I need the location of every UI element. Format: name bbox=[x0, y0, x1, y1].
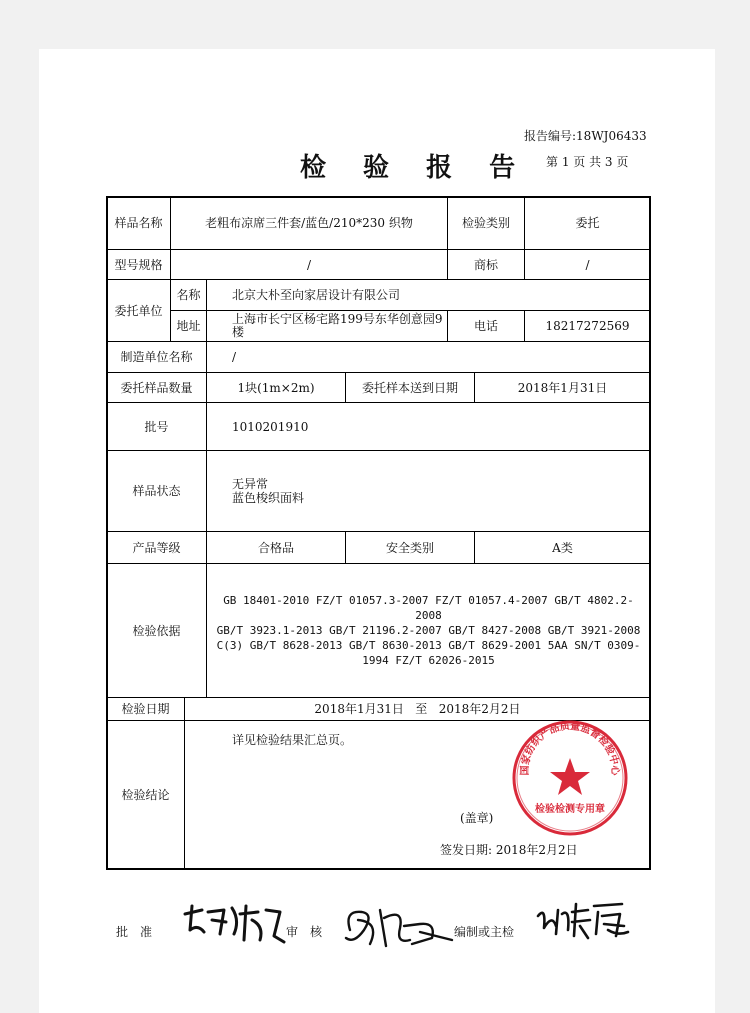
basis-line: GB 18401-2010 FZ/T 01057.3-2007 FZ/T 01057.4-2007 GB/T 4802.2-2008 bbox=[223, 594, 634, 622]
basis-line: C(3) GB/T 8628-2013 GB/T 8630-2013 GB/T 8629-2001 5AA SN/T 0309- bbox=[216, 639, 641, 652]
client-name-label: 名称 bbox=[176, 288, 201, 302]
seal-ring-text: 国家纺织产品质量监督检验中心 bbox=[519, 720, 621, 776]
seal-star-icon bbox=[550, 758, 590, 795]
issue-date: 签发日期: 2018年2月2日 bbox=[440, 843, 578, 857]
client-address-label: 地址 bbox=[176, 319, 201, 333]
report-title: 检 验 报 告 bbox=[300, 153, 530, 183]
state-line: 无异常 bbox=[232, 477, 269, 491]
model-value: / bbox=[306, 257, 312, 272]
page-info: 第 1 页 共 3 页 bbox=[546, 155, 629, 169]
prepare-label: 编制或主检 bbox=[454, 925, 515, 939]
basis-label: 检验依据 bbox=[132, 623, 181, 638]
manufacturer-label: 制造单位名称 bbox=[120, 350, 193, 364]
inspection-type-value: 委托 bbox=[575, 216, 600, 230]
client-name-value: 北京大朴至向家居设计有限公司 bbox=[232, 288, 401, 302]
trademark-value: / bbox=[585, 257, 590, 272]
basis-line: 1994 FZ/T 62026-2015 bbox=[362, 654, 495, 667]
arrival-date: 2018年1月31日 bbox=[517, 380, 608, 395]
review-label: 审 核 bbox=[286, 925, 323, 939]
conclusion-text: 详见检验结果汇总页。 bbox=[232, 733, 353, 747]
official-seal bbox=[512, 720, 628, 836]
approve-label: 批 准 bbox=[116, 925, 153, 939]
state-label: 样品状态 bbox=[132, 484, 181, 498]
conclusion-label: 检验结论 bbox=[121, 788, 170, 802]
client-label: 委托单位 bbox=[114, 303, 163, 318]
state-line: 蓝色梭织面料 bbox=[232, 491, 305, 505]
approver-signature bbox=[180, 900, 290, 948]
trademark-label: 商标 bbox=[473, 257, 498, 272]
col-divider bbox=[184, 697, 185, 869]
preparer-signature bbox=[532, 896, 632, 944]
batch-label: 批号 bbox=[144, 419, 169, 434]
sample-name-label: 样品名称 bbox=[114, 216, 163, 230]
phone-value: 18217272569 bbox=[545, 319, 630, 333]
safety-value: A类 bbox=[552, 540, 573, 555]
arrival-label: 委托样本送到日期 bbox=[361, 380, 458, 395]
sample-name-value: 老粗布凉席三件套/蓝色/210*230 织物 bbox=[205, 216, 413, 230]
client-address-value: 上海市长宁区杨宅路199号东华创意园9楼 bbox=[232, 312, 443, 339]
quantity-label: 委托样品数量 bbox=[120, 380, 193, 395]
date-range: 2018年1月31日 至 2018年2月2日 bbox=[314, 702, 521, 716]
model-label: 型号规格 bbox=[114, 257, 163, 272]
seal-inner-text: 检验检测专用章 bbox=[535, 804, 605, 815]
report-number: 报告编号:18WJ06433 bbox=[524, 129, 647, 143]
grade-value: 合格品 bbox=[257, 540, 294, 555]
quantity-value: 1块(1m×2m) bbox=[237, 380, 315, 395]
inspection-type-label: 检验类别 bbox=[461, 216, 510, 230]
safety-label: 安全类别 bbox=[385, 540, 434, 555]
grade-label: 产品等级 bbox=[132, 540, 181, 555]
basis-line: GB/T 3923.1-2013 GB/T 21196.2-2007 GB/T 8427-2008 GB/T 3921-2008 bbox=[216, 624, 641, 637]
phone-label: 电话 bbox=[473, 319, 498, 333]
state-value bbox=[207, 451, 650, 531]
manufacturer-value: / bbox=[232, 350, 237, 364]
batch-value: 1010201910 bbox=[232, 419, 309, 434]
reviewer-signature bbox=[340, 900, 460, 954]
date-label: 检验日期 bbox=[121, 702, 170, 716]
basis-value bbox=[207, 564, 650, 697]
seal-note: (盖章) bbox=[460, 811, 494, 825]
